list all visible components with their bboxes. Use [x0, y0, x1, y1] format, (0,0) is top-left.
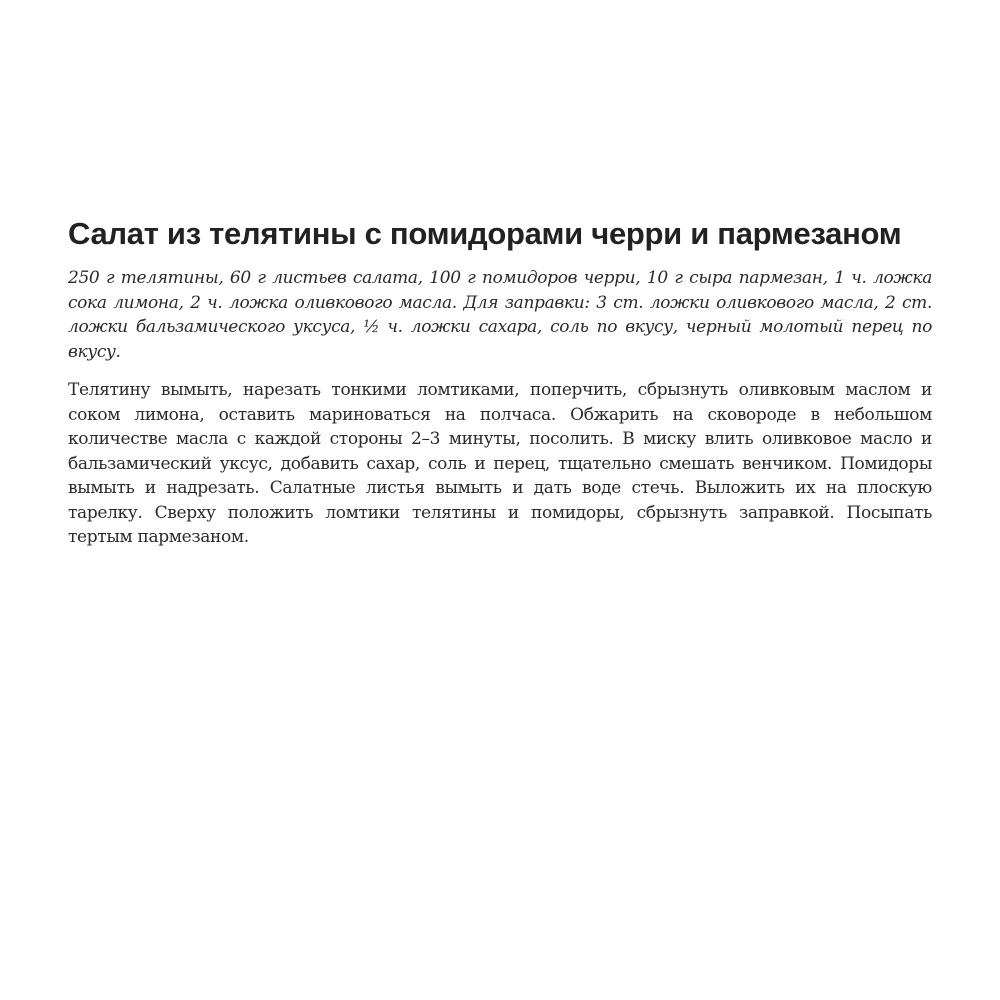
recipe-title: Салат из телятины с помидорами черри и пармезаном [68, 216, 902, 251]
recipe-page [68, 214, 932, 550]
cooking-instructions: Телятину вымыть, нарезать тонкими ломтиками, поперчить, сбрызнуть оливковым маслом и соком лимона, оставить мариноваться на полчаса. Обжарить на сковороде в небольшом количестве масла с каждой стороны 2–3 минуты, посолить. В миску влить оливковое масло и бальзамический уксус, добавить сахар, соль и перец, тщательно смешать венчиком. Помидоры вымыть и надрезать. Салатные листья вымыть и дать воде стечь. Выложить их на плоскую тарелку. Сверху положить ломтики телятины и помидоры, сбрызнуть заправкой. Посыпать тертым пармезаном. [68, 380, 932, 547]
ingredients-list: 250 г телятины, 60 г листьев салата, 100 г помидоров черри, 10 г сыра пармезан, 1 ч. ложка сока лимона, 2 ч. ложка оливкового масла. Для заправки: 3 ст. ложки оливкового масла, 2 ст. ложки бальзамического уксуса, ½ ч. ложки сахара, соль по вкусу, черный молотый перец по вкусу. [68, 268, 932, 362]
